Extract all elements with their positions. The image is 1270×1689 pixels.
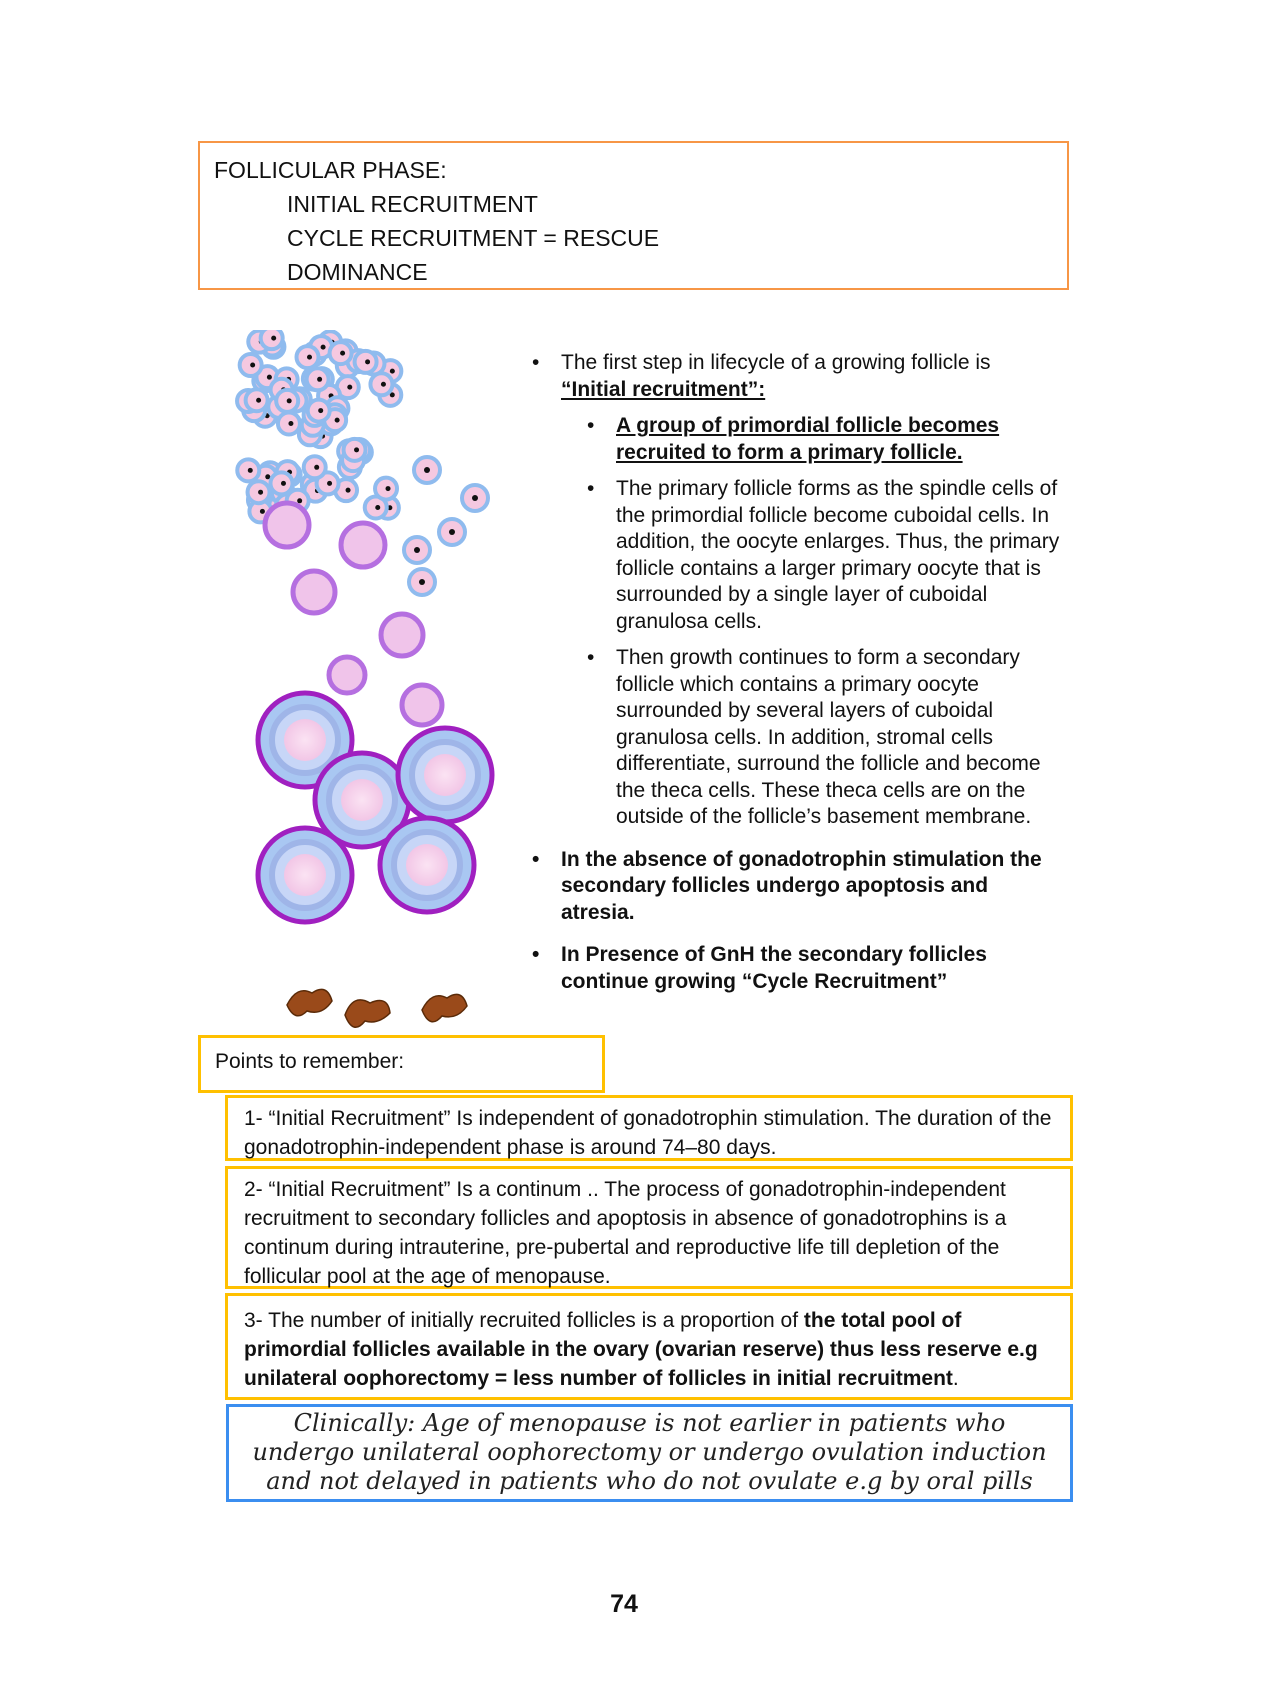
oocyte-nucleus bbox=[335, 418, 340, 423]
oocyte bbox=[424, 754, 466, 796]
theca-cells bbox=[287, 989, 467, 1027]
explanation-bullets bbox=[530, 350, 1065, 995]
oocyte-nucleus bbox=[347, 385, 352, 390]
point-3 bbox=[225, 1293, 1073, 1400]
primary-follicle bbox=[329, 657, 365, 693]
oocyte-nucleus bbox=[414, 547, 420, 553]
oocyte-nucleus bbox=[297, 498, 302, 503]
oocyte-nucleus bbox=[327, 481, 332, 486]
primary-follicle bbox=[293, 571, 335, 613]
primary-follicle bbox=[402, 685, 442, 725]
primary-follicle bbox=[341, 523, 385, 567]
oocyte-nucleus bbox=[390, 369, 395, 374]
point-3-text: 3- The number of initially recruited follicles is a proportion of bbox=[244, 1309, 804, 1332]
oocyte-nucleus bbox=[424, 467, 430, 473]
oocyte-nucleus bbox=[281, 481, 286, 486]
point-1: 1- “Initial Recruitment” Is independent of gonadotrophin stimulation. The duration of the gonadotrophin-independent phase is around 74–80 days. bbox=[225, 1095, 1073, 1161]
oocyte bbox=[406, 844, 448, 886]
oocyte-nucleus bbox=[288, 421, 293, 426]
oocyte-nucleus bbox=[419, 579, 425, 585]
oocyte-nucleus bbox=[375, 505, 380, 510]
term-initial-recruitment: “Initial recruitment”: bbox=[561, 377, 766, 401]
oocyte-nucleus bbox=[258, 490, 263, 495]
sub-bullet bbox=[585, 413, 1065, 466]
oocyte-nucleus bbox=[260, 509, 265, 514]
oocyte bbox=[284, 854, 326, 896]
point-2: 2- “Initial Recruitment” Is a continum .. The process of gonadotrophin-independent recruitment to secondary follicles and apoptosis in absence of gonadotrophins is a continum during intrauterine, pre-pubertal and reproductive life till depletion of the follicular pool at the age of menopause. bbox=[225, 1166, 1073, 1289]
oocyte-nucleus bbox=[449, 529, 455, 535]
oocyte-nucleus bbox=[340, 351, 345, 356]
oocyte bbox=[284, 719, 326, 761]
oocyte-nucleus bbox=[256, 398, 261, 403]
clinical-note: Clinically: Age of menopause is not earlier in patients who undergo unilateral oophorectomy or undergo ovulation induction and not delayed in patients who do not ovulate e.g by oral pills bbox=[226, 1404, 1073, 1502]
oocyte-nucleus bbox=[248, 468, 253, 473]
oocyte-nucleus bbox=[365, 359, 370, 364]
oocyte-nucleus bbox=[472, 495, 478, 501]
point-3-end: . bbox=[952, 1367, 959, 1390]
sub-bullet: • The primary follicle forms as the spindle cells of the primordial follicle become cuboidal cells. In addition, the oocyte enlarges. Thus, the primary follicle contains a larger primary oocyte that is surrounded by a single layer of cuboidal granulosa cells. bbox=[585, 476, 1065, 635]
oocyte-nucleus bbox=[381, 382, 386, 387]
oocyte-nucleus bbox=[314, 465, 319, 470]
bullet-initial-recruitment bbox=[530, 350, 1065, 403]
bullet-cycle-recruitment: • In Presence of GnH the secondary follicles continue growing “Cycle Recruitment” bbox=[530, 942, 1065, 995]
secondary-follicles bbox=[258, 693, 492, 922]
oocyte-nucleus bbox=[321, 345, 326, 350]
oocyte-nucleus bbox=[386, 486, 391, 491]
points-to-remember-heading: Points to remember: bbox=[198, 1035, 605, 1093]
bullet-text: The first step in lifecycle of a growing follicle is bbox=[561, 351, 991, 374]
phase-title: FOLLICULAR PHASE: bbox=[214, 157, 447, 183]
oocyte-nucleus bbox=[346, 488, 351, 493]
oocyte-nucleus bbox=[250, 363, 255, 368]
point-3-bold: the total pool of primordial follicles available in the ovary (ovarian reserve) thus less reserve e.g unilateral oophorectomy = less number of follicles in initial recruitment bbox=[244, 1309, 1038, 1390]
oocyte-nucleus bbox=[318, 408, 323, 413]
oocyte-nucleus bbox=[287, 398, 292, 403]
follicular-phase-box bbox=[198, 141, 1069, 290]
oocyte-nucleus bbox=[317, 377, 322, 382]
primordial-follicles bbox=[237, 330, 488, 725]
oocyte-nucleus bbox=[271, 336, 276, 341]
phase-item: INITIAL RECRUITMENT bbox=[287, 191, 538, 217]
primary-follicle bbox=[265, 503, 309, 547]
phase-item: CYCLE RECRUITMENT = RESCUE bbox=[287, 225, 660, 251]
follicle-development-illustration bbox=[227, 330, 522, 1035]
sub-bullet: • Then growth continues to form a secondary follicle which contains a primary oocyte surrounded by several layers of cuboidal granulosa cells. In addition, stromal cells differentiate, surround the follicle and become the theca cells. These theca cells are on the outside of the follicle’s basement membrane. bbox=[585, 645, 1065, 831]
oocyte-nucleus bbox=[307, 355, 312, 360]
oocyte bbox=[341, 779, 383, 821]
sub-bullet-text: A group of primordial follicle becomes recruited to form a primary follicle. bbox=[616, 414, 1000, 464]
bullet-apoptosis: • In the absence of gonadotrophin stimulation the secondary follicles undergo apoptosis and atresia. bbox=[530, 847, 1065, 927]
phase-item: DOMINANCE bbox=[287, 259, 428, 285]
primary-follicle bbox=[381, 614, 423, 656]
oocyte-nucleus bbox=[354, 447, 359, 452]
oocyte-nucleus bbox=[267, 375, 272, 380]
page-number: 74 bbox=[610, 1590, 638, 1618]
